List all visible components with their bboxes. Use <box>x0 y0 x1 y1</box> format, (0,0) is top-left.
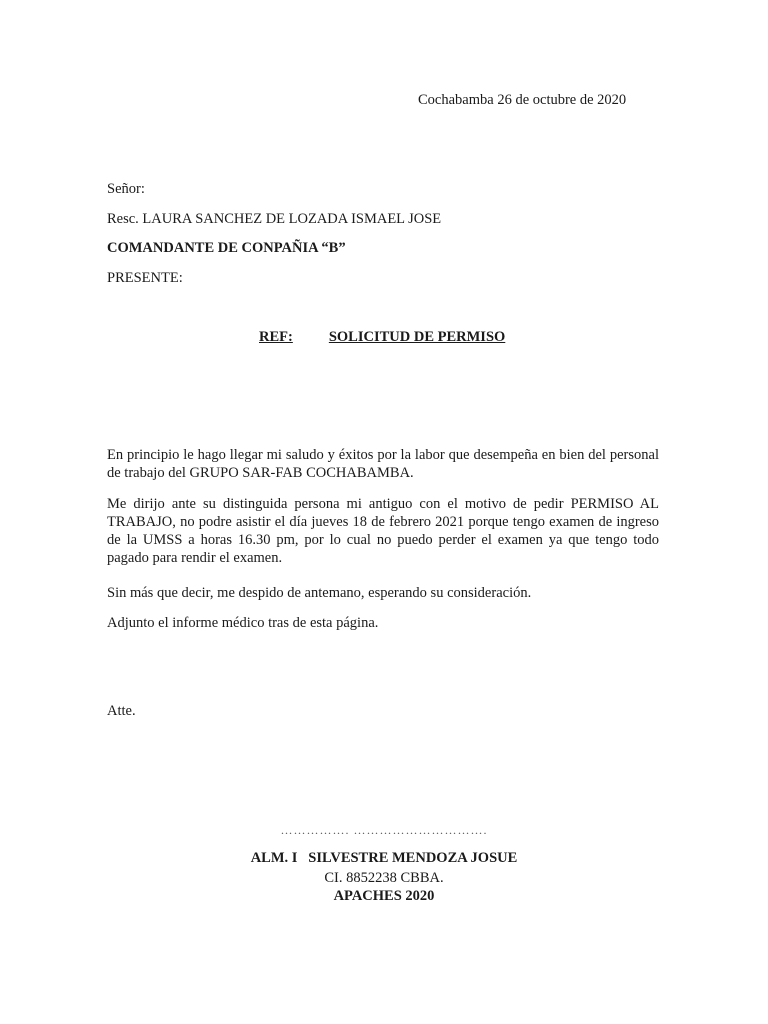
signature-line: ……………. …………………………. <box>280 823 488 837</box>
ref-subject: SOLICITUD DE PERMISO <box>328 329 506 345</box>
letter-date: Cochabamba 26 de octubre de 2020 <box>418 92 627 108</box>
body-paragraph-farewell: Sin más que decir, me despido de antemano, esperando su consideración. <box>107 585 532 601</box>
body-paragraph-greeting: En principio le hago llegar mi saludo y éxitos por la labor que desempeña en bien del personal de trabajo del GRUPO SAR-FAB COCHABAMBA. <box>107 447 659 481</box>
salutation: Señor: <box>107 181 145 197</box>
recipient-name: Resc. LAURA SANCHEZ DE LOZADA ISMAEL JOSE <box>107 211 442 227</box>
recipient-title: COMANDANTE DE CONPAÑIA “B” <box>107 240 346 256</box>
signer-id: CI. 8852238 CBBA. <box>324 870 444 886</box>
body-paragraph-request: Me dirijo ante su distinguida persona mi antiguo con el motivo de pedir PERMISO AL TRABAJO, no podre asistir el día jueves 18 de febrero 2021 porque tengo examen de ingreso de la UMSS a horas 16.30 pm, por lo cual no puedo perder el examen ya que tengo todo pagado para rendir el examen. <box>107 496 659 566</box>
presente-label: PRESENTE: <box>107 270 183 286</box>
closing: Atte. <box>107 703 136 719</box>
reference-line <box>259 329 505 346</box>
signer-name: ALM. I SILVESTRE MENDOZA JOSUE <box>250 850 518 866</box>
ref-label: REF: <box>259 329 293 345</box>
signer-unit: APACHES 2020 <box>333 888 435 904</box>
body-paragraph-attachment: Adjunto el informe médico tras de esta página. <box>107 615 379 631</box>
